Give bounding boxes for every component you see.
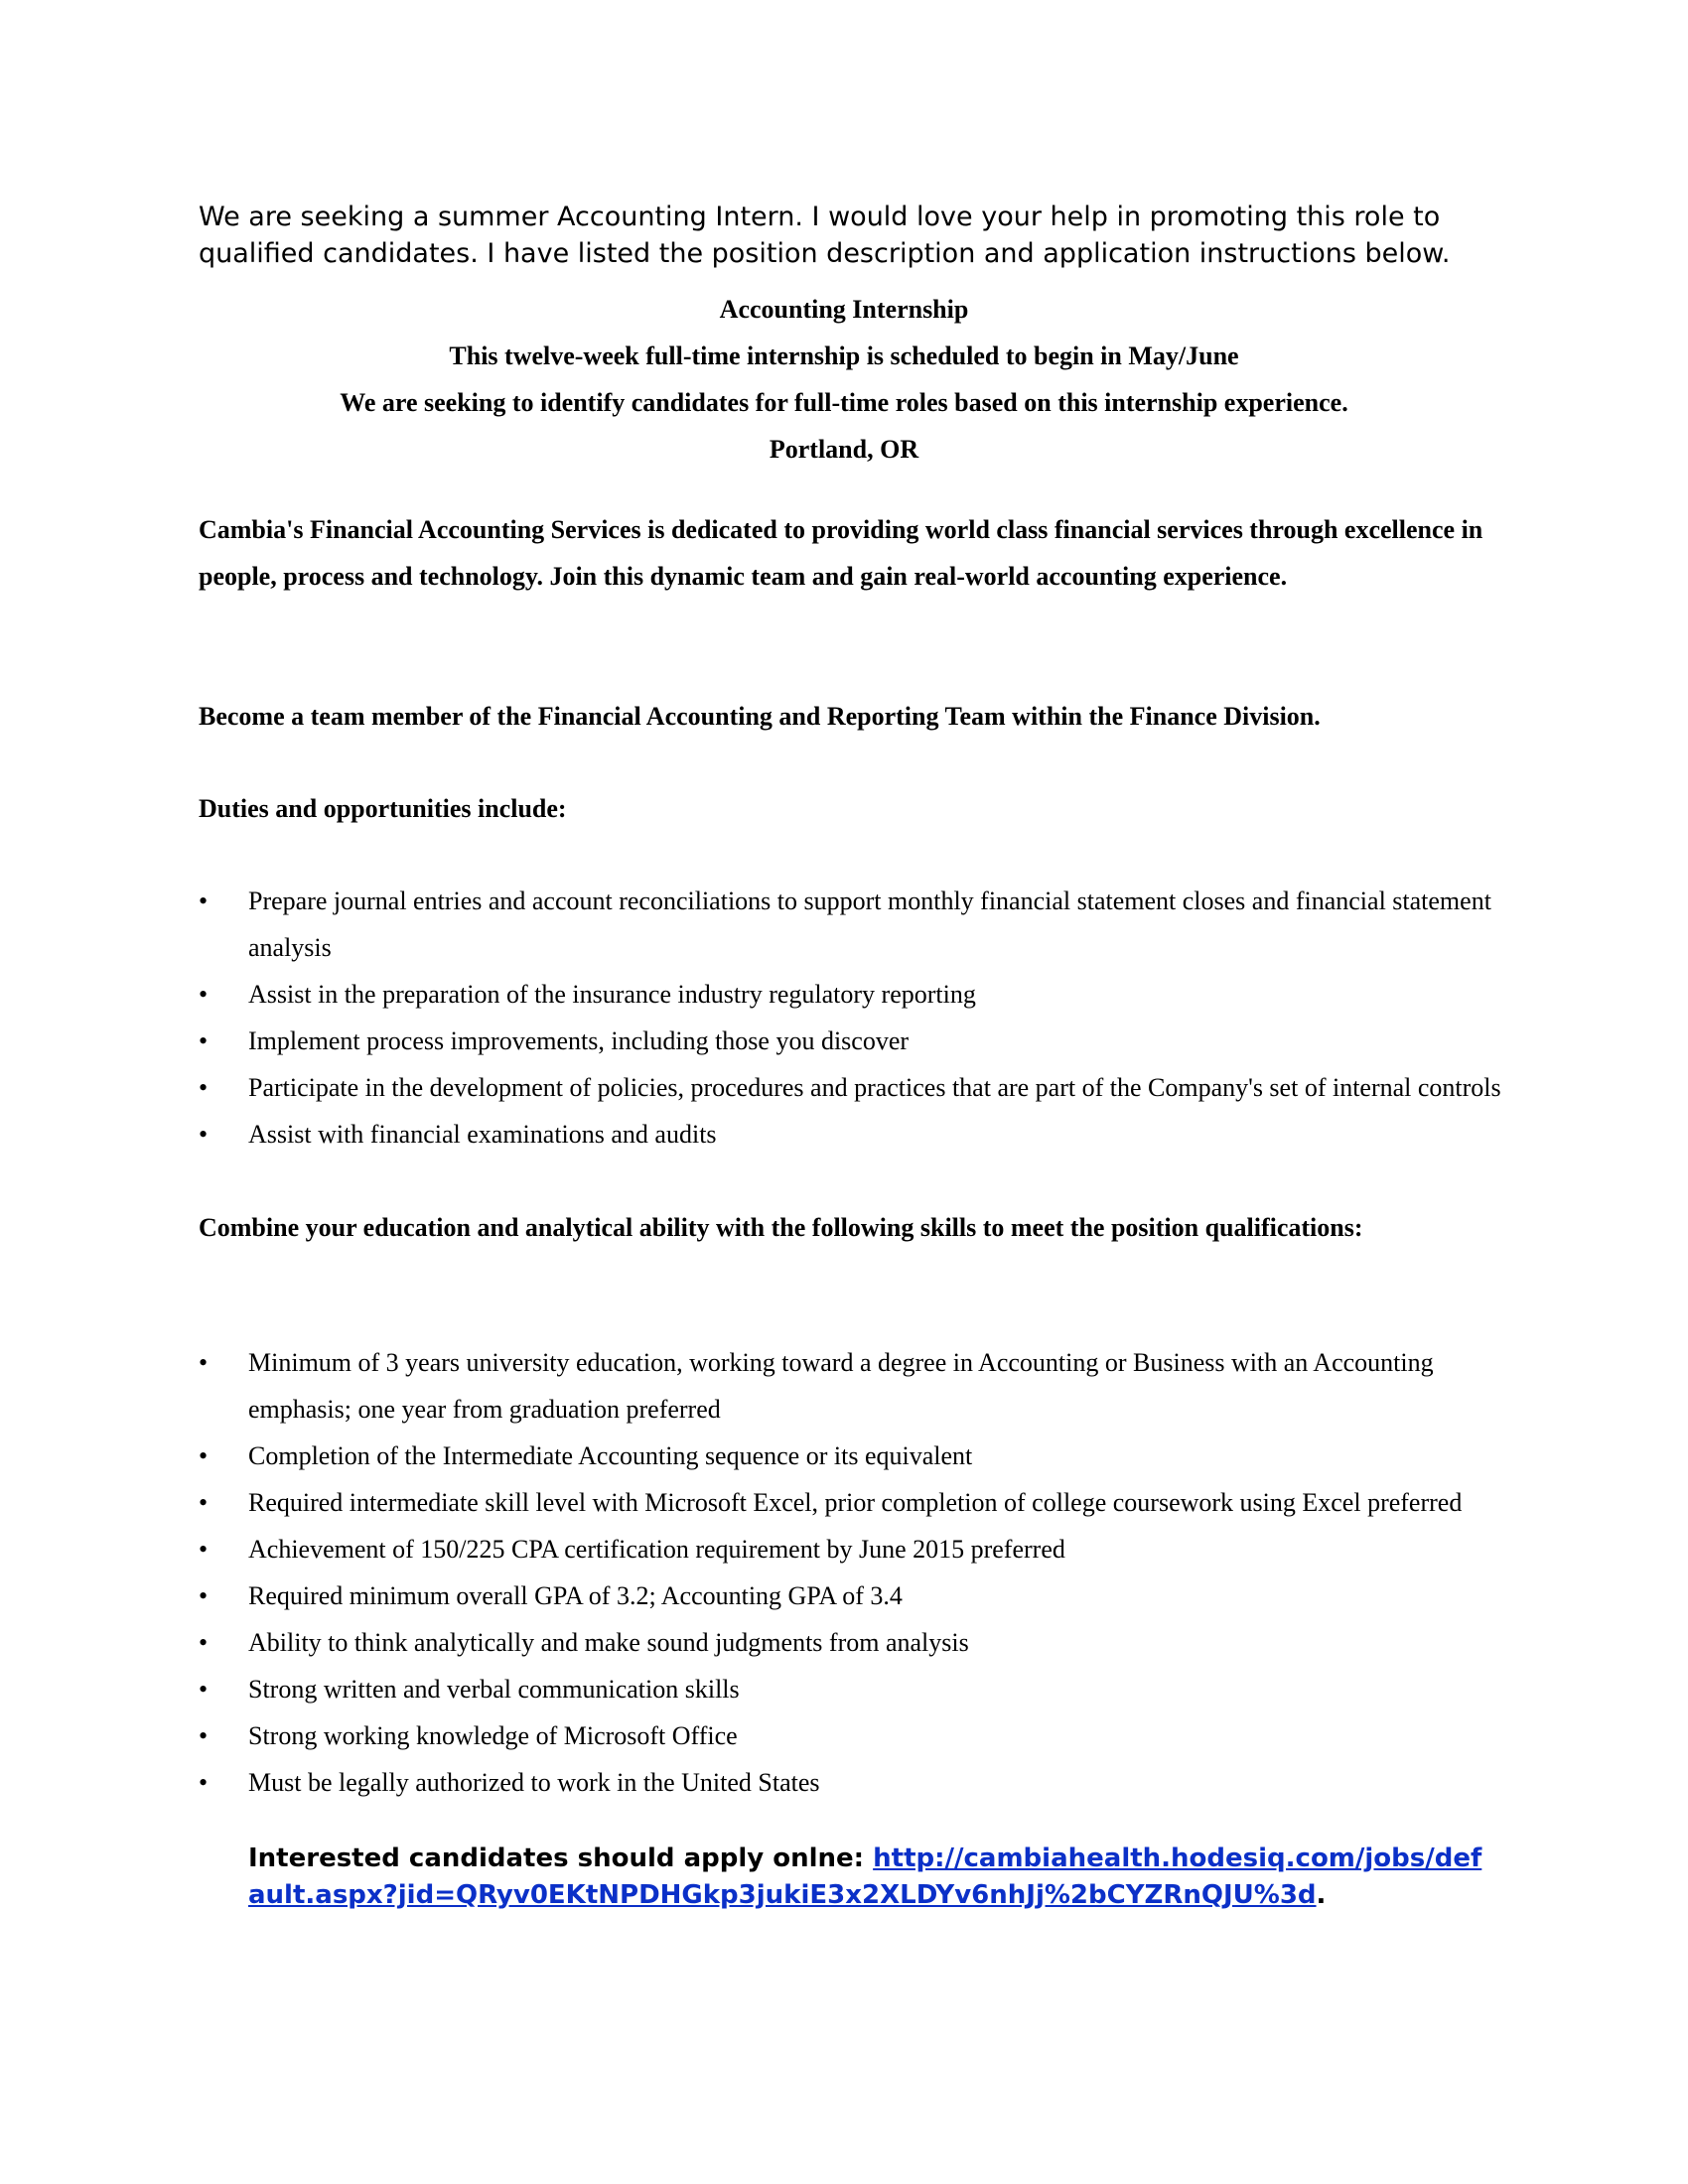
list-item: [199, 971, 1509, 1018]
posting-goal-line: We are seeking to identify candidates for full-time roles based on this internship experience.: [340, 388, 1348, 417]
qualifications-list: [199, 1339, 1509, 1806]
duty-text: Assist with financial examinations and audits: [248, 1120, 717, 1149]
posting-header: [199, 286, 1489, 473]
team-paragraph: Become a team member of the Financial Accounting and Reporting Team within the Finance Division.: [199, 702, 1321, 731]
qualification-text: Required intermediate skill level with Microsoft Excel, prior completion of college coursework using Excel preferred: [248, 1488, 1463, 1517]
list-item: [199, 1479, 1509, 1526]
qualification-text: Completion of the Intermediate Accounting sequence or its equivalent: [248, 1441, 973, 1470]
apply-link[interactable]: http://cambiahealth.hodesiq.com/jobs/default.aspx?jid=QRyv0EKtNPDHGkp3jukiE3x2XLDYv6nhJj%2bCYZRnQJU%3d: [248, 1843, 1482, 1910]
qualification-text: Ability to think analytically and make sound judgments from analysis: [248, 1628, 969, 1657]
list-item: [199, 1712, 1509, 1759]
bullet-icon: •: [199, 1581, 209, 1610]
list-item: [199, 1572, 1509, 1619]
bullet-icon: •: [199, 980, 209, 1009]
posting-location: Portland, OR: [769, 435, 919, 464]
duties-heading: Duties and opportunities include:: [199, 794, 567, 823]
bullet-icon: •: [199, 1120, 209, 1149]
apply-prefix: Interested candidates should apply onlne:: [248, 1843, 874, 1873]
list-item: [199, 1759, 1509, 1806]
qualification-text: Achievement of 150/225 CPA certification requirement by June 2015 preferred: [248, 1535, 1065, 1564]
qualification-text: Minimum of 3 years university education, working toward a degree in Accounting or Business with an Accounting emphasis; one year from graduation preferred: [248, 1348, 1434, 1424]
qualification-text: Strong working knowledge of Microsoft Office: [248, 1721, 738, 1750]
bullet-icon: •: [199, 1768, 209, 1797]
intro-paragraph: We are seeking a summer Accounting Intern. I would love your help in promoting this role to qualified candidates. I have listed the position description and application instructions below.: [199, 202, 1451, 269]
apply-instructions: [248, 1841, 1489, 1914]
list-item: [199, 1619, 1509, 1666]
bullet-icon: •: [199, 1073, 209, 1102]
list-item: [199, 1111, 1509, 1158]
bullet-icon: •: [199, 1628, 209, 1657]
duty-text: Implement process improvements, including those you discover: [248, 1026, 910, 1055]
list-item: [199, 1433, 1509, 1479]
bullet-icon: •: [199, 1441, 209, 1470]
list-item: [199, 1018, 1509, 1064]
list-item: [199, 1339, 1509, 1433]
bullet-icon: •: [199, 887, 209, 915]
posting-duration-line: This twelve-week full-time internship is scheduled to begin in May/June: [449, 341, 1239, 370]
bullet-icon: •: [199, 1488, 209, 1517]
duty-text: Participate in the development of policies, procedures and practices that are part of the Company's set of internal controls: [248, 1073, 1501, 1102]
duties-list: [199, 878, 1509, 1158]
qualification-text: Strong written and verbal communication skills: [248, 1675, 740, 1704]
apply-suffix: .: [1316, 1880, 1327, 1910]
qualification-text: Required minimum overall GPA of 3.2; Accounting GPA of 3.4: [248, 1581, 903, 1610]
list-item: [199, 1064, 1509, 1111]
list-item: [199, 1526, 1509, 1572]
bullet-icon: •: [199, 1675, 209, 1704]
bullet-icon: •: [199, 1535, 209, 1564]
list-item: [199, 1666, 1509, 1712]
qualifications-heading: Combine your education and analytical ability with the following skills to meet the position qualifications:: [199, 1213, 1363, 1242]
posting-title: Accounting Internship: [719, 295, 969, 324]
qualification-text: Must be legally authorized to work in the United States: [248, 1768, 820, 1797]
duty-text: Prepare journal entries and account reconciliations to support monthly financial statement closes and financial statement analysis: [248, 887, 1491, 962]
about-paragraph: Cambia's Financial Accounting Services is dedicated to providing world class financial services through excellence in people, process and technology. Join this dynamic team and gain real-world accounting experience.: [199, 515, 1483, 591]
bullet-icon: •: [199, 1721, 209, 1750]
bullet-icon: •: [199, 1348, 209, 1377]
duty-text: Assist in the preparation of the insurance industry regulatory reporting: [248, 980, 976, 1009]
list-item: [199, 878, 1509, 971]
bullet-icon: •: [199, 1026, 209, 1055]
